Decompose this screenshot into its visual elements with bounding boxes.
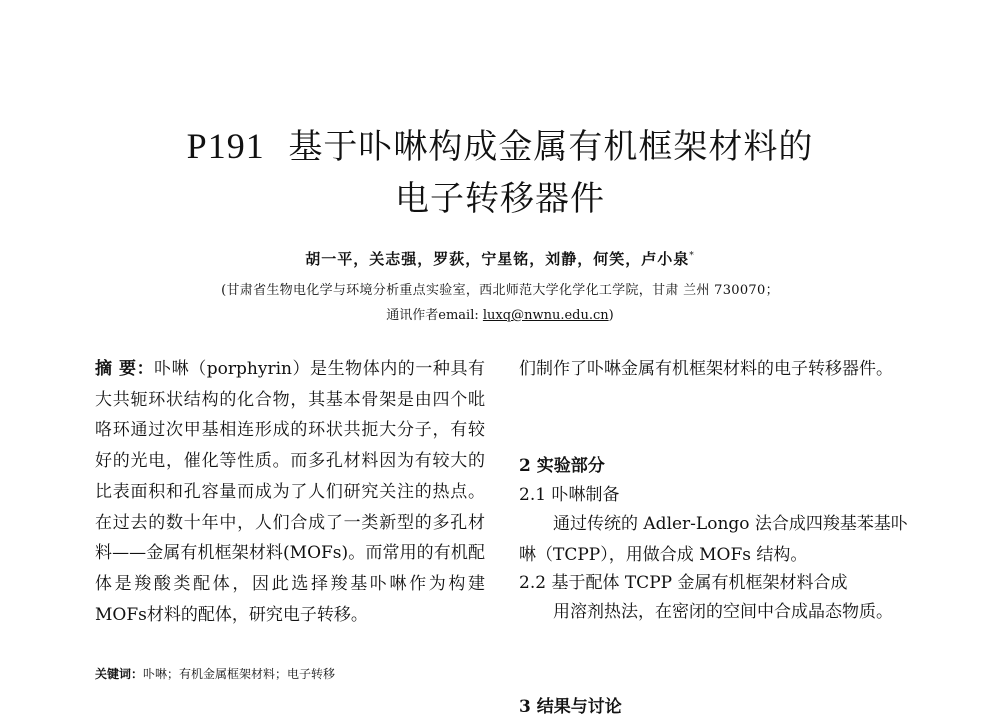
paper-title-line-1 xyxy=(0,126,1000,167)
section-heading-2: 2 实验部分 xyxy=(519,456,605,476)
abstract xyxy=(95,354,485,630)
contact-email[interactable]: luxq@nwnu.edu.cn xyxy=(482,308,609,323)
contact-suffix: ) xyxy=(608,308,614,323)
subsection-2-2: 2.2 基于配体 TCPP 金属有机框架材料合成 xyxy=(519,573,848,593)
contact-prefix: 通讯作者email: xyxy=(386,308,483,323)
author-names: 胡一平，关志强，罗荻，宁星铭，刘静，何笑，卢小泉 xyxy=(305,250,690,268)
section-heading-3: 3 结果与讨论 xyxy=(519,697,622,717)
abstract-label: 摘 要： xyxy=(95,359,155,379)
paragraph-2-1: 通过传统的 Adler-Longo 法合成四羧基苯基卟啉（TCPP），用做合成 MOFs 结构。 xyxy=(519,514,908,565)
abstract-text: 卟啉（porphyrin）是生物体内的一种具有大共轭环状结构的化合物，其基本骨架是由四个吡咯环通过次甲基相连形成的环状共扼大分子，有较好的光电，催化等性质。而多孔材料因为有较大的比表面积和孔容量而成为了人们研究关注的热点。在过去的数十年中，人们合成了一类新型的多孔材料——金属有机框架材料(MOFs)。而常用的有机配体是羧酸类配体，因此选择羧基卟啉作为构建MOFs材料的配体，研究电子转移。 xyxy=(95,359,485,625)
subsection-2-1: 2.1 卟啉制备 xyxy=(519,485,620,505)
keywords-label: 关键词： xyxy=(95,667,144,681)
paper-code: P191 xyxy=(186,126,265,166)
corresponding-mark: * xyxy=(689,251,695,261)
author-list xyxy=(0,248,1000,269)
keywords xyxy=(95,665,485,682)
abstract-continuation: 们制作了卟啉金属有机框架材料的电子转移器件。 xyxy=(519,359,893,379)
affiliation: (甘肃省生物电化学与环境分析重点实验室，西北师范大学化学化工学院，甘肃 兰州 730070； xyxy=(221,283,779,298)
paper-title-line-2: 电子转移器件 xyxy=(395,179,605,219)
keywords-text: 卟啉；有机金属框架材料；电子转移 xyxy=(143,667,336,681)
paragraph-2-2: 用溶剂热法，在密闭的空间中合成晶态物质。 xyxy=(553,602,893,622)
title-text-1: 基于卟啉构成金属有机框架材料的 xyxy=(288,127,814,167)
contact-line xyxy=(0,304,1000,323)
